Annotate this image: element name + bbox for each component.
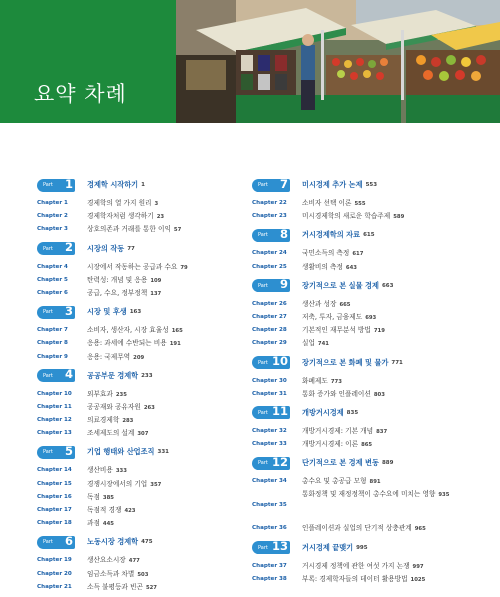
chapter-label: Chapter 4	[37, 263, 68, 270]
chapter-title-group	[302, 324, 385, 337]
chapter-title: 응용: 국제무역	[87, 352, 131, 361]
part-badge	[37, 176, 75, 192]
part-badge	[252, 454, 290, 470]
chapter-title-group	[302, 573, 425, 586]
chapter-label: Chapter 1	[37, 200, 68, 206]
chapter-title-group	[302, 475, 381, 488]
chapter-title: 과점	[87, 519, 100, 528]
part-heading[interactable]	[37, 300, 237, 324]
chapter-title-group	[302, 438, 372, 451]
part-badge	[37, 303, 75, 319]
chapter-label: Chapter 28	[252, 327, 287, 334]
chapter-title: 개방거시경제: 이론	[302, 440, 359, 449]
part-badge	[37, 369, 75, 382]
part-title: 경제학 시작하기	[87, 180, 139, 189]
chapter-title: 독점적 경쟁	[87, 506, 122, 514]
title-block	[0, 0, 176, 123]
part-page-number: 889	[381, 460, 394, 467]
chapter-page-number: 965	[414, 526, 426, 533]
chapter-title: 저축, 투자, 금융제도	[302, 312, 363, 321]
chapter-title: 미시경제학의 새로운 학습주제	[302, 212, 391, 221]
part-page-number: 163	[129, 309, 142, 316]
chapter-label: Chapter 13	[37, 430, 72, 437]
chapter-label: Chapter 26	[252, 300, 287, 307]
chapter-label: Chapter 32	[252, 427, 287, 434]
chapter-label: Chapter 14	[37, 467, 72, 474]
chapter-title: 공공재와 공유자원	[87, 402, 141, 411]
part-title: 공공부문 경제학	[87, 370, 139, 380]
chapter-title-group	[302, 560, 424, 573]
part-title: 미시경제 추가 논제	[302, 180, 363, 189]
chapter-title: 인플레이션과 실업의 단기적 상충관계	[302, 524, 412, 533]
chapter-title: 임금소득과 차별	[87, 569, 135, 578]
chapter-entry[interactable]	[252, 488, 462, 522]
part-page-number: 835	[346, 409, 359, 416]
chapter-title: 상호의존과 거래를 통한 이익	[87, 225, 171, 234]
part-page-number: 233	[141, 372, 153, 379]
chapter-page-number: 333	[115, 468, 127, 475]
chapter-label: Chapter 15	[37, 480, 72, 487]
chapter-title: 통화정책 및 재정정책이 총수요에 미치는 영향	[302, 490, 436, 499]
chapter-entry[interactable]	[37, 337, 237, 350]
chapter-title: 응용: 과세에 수반되는 비용	[87, 339, 167, 348]
chapter-title: 외부효과	[87, 389, 113, 398]
chapter-title: 생산과 성장	[302, 299, 337, 308]
chapter-entry[interactable]	[37, 568, 237, 581]
part-word: Part	[258, 544, 268, 551]
part-title: 거시경제학의 자료	[302, 230, 361, 240]
chapter-title: 소비자 선택 이론	[302, 199, 352, 207]
chapter-label: Chapter 16	[37, 493, 72, 500]
chapter-page-number: 1025	[410, 576, 426, 583]
chapter-page-number: 23	[156, 214, 165, 221]
chapter-title: 생산요소시장	[87, 556, 126, 565]
part-page-number: 771	[391, 359, 403, 366]
chapter-title-group	[87, 517, 114, 530]
chapter-entry[interactable]	[252, 311, 462, 324]
chapter-page-number: 527	[145, 584, 157, 591]
chapter-title-group	[87, 554, 140, 567]
chapter-title-group	[87, 210, 164, 223]
part-title: 노동시장 경제학	[87, 537, 139, 547]
chapter-label: Chapter 8	[37, 340, 68, 347]
chapter-title-group	[302, 311, 376, 324]
chapter-title-group	[87, 581, 157, 594]
chapter-label: Chapter 5	[37, 276, 68, 283]
chapter-label: Chapter 17	[37, 507, 72, 513]
part-badge	[252, 356, 290, 369]
chapter-title: 소비자, 생산자, 시장 효율성	[87, 326, 169, 335]
chapter-entry[interactable]	[252, 425, 462, 438]
chapter-title-group	[87, 324, 183, 337]
chapter-title: 경쟁시장에서의 기업	[87, 479, 148, 488]
part-word: Part	[43, 309, 53, 316]
part-number: 8	[279, 226, 288, 241]
part-page-number: 663	[381, 282, 394, 289]
part-number: 12	[271, 454, 288, 469]
part-number: 3	[64, 303, 73, 318]
part-badge	[252, 406, 290, 419]
chapter-title: 경제학자처럼 생각하기	[87, 212, 154, 221]
chapter-entry[interactable]	[252, 261, 462, 274]
part-heading[interactable]	[37, 530, 237, 554]
part-heading[interactable]	[252, 451, 462, 475]
chapter-title-group	[87, 261, 188, 274]
chapter-title: 생산비용	[87, 466, 113, 475]
chapter-title-group	[302, 197, 366, 210]
part-heading[interactable]	[252, 173, 462, 197]
part-page-number: 553	[365, 182, 378, 188]
header	[0, 0, 500, 123]
chapter-title-group	[302, 375, 342, 388]
part-heading[interactable]	[252, 401, 462, 425]
chapter-entry[interactable]	[37, 223, 237, 236]
chapter-page-number: 235	[115, 391, 127, 398]
chapter-page-number: 165	[171, 328, 183, 335]
chapter-title-group	[302, 210, 404, 223]
chapter-page-number: 137	[150, 290, 162, 297]
chapter-title-group	[87, 504, 136, 517]
part-title: 장기적으로 본 실물 경제	[302, 280, 379, 290]
part-word: Part	[43, 245, 53, 252]
chapter-label: Chapter 33	[252, 441, 287, 448]
market-stall-image	[176, 0, 500, 123]
chapter-entry[interactable]	[37, 581, 237, 594]
chapter-title-group	[87, 568, 148, 581]
chapter-entry[interactable]	[37, 427, 237, 440]
chapter-entry[interactable]	[252, 475, 462, 488]
chapter-title-group	[87, 351, 144, 364]
chapter-page-number: 935	[438, 492, 450, 499]
part-number: 5	[64, 443, 73, 458]
chapter-title-group	[302, 388, 385, 401]
chapter-label: Chapter 35	[252, 502, 287, 509]
chapter-page-number: 191	[169, 341, 181, 348]
part-badge	[37, 443, 75, 459]
chapter-page-number: 555	[354, 201, 366, 207]
chapter-page-number: 57	[173, 227, 182, 234]
chapter-label: Chapter 6	[37, 289, 68, 296]
chapter-entry[interactable]	[37, 491, 237, 504]
chapter-title-group	[87, 287, 161, 300]
part-page-number: 1	[141, 182, 145, 188]
part-word: Part	[43, 182, 53, 188]
chapter-label: Chapter 2	[37, 213, 68, 220]
part-number: 10	[271, 354, 288, 368]
chapter-title: 탄력성: 개념 및 응용	[87, 275, 148, 284]
chapter-entry[interactable]	[252, 573, 462, 586]
page-title: 요약 차례	[34, 82, 127, 106]
chapter-title: 개방거시경제: 기본 개념	[302, 426, 374, 435]
chapter-page-number: 79	[180, 264, 188, 271]
chapter-title: 독점	[87, 492, 100, 501]
part-number: 6	[64, 533, 73, 548]
chapter-label: Chapter 9	[37, 353, 68, 360]
chapter-title-group	[302, 298, 351, 311]
chapter-title: 시장에서 작동하는 공급과 수요	[87, 262, 178, 271]
part-number: 11	[271, 404, 288, 419]
chapter-entry[interactable]	[252, 210, 462, 223]
part-title: 개방거시경제	[302, 407, 344, 417]
chapter-page-number: 643	[345, 264, 357, 271]
chapter-entry[interactable]	[37, 517, 237, 530]
chapter-page-number: 693	[365, 314, 377, 321]
part-word: Part	[258, 409, 268, 416]
chapter-entry[interactable]	[37, 274, 237, 287]
chapter-entry[interactable]	[252, 324, 462, 337]
chapter-page-number: 865	[361, 442, 373, 449]
chapter-entry[interactable]	[252, 298, 462, 311]
toc-column-left	[37, 173, 237, 594]
chapter-title: 부록: 경제학자들의 데이터 활용방법	[302, 574, 408, 583]
chapter-page-number: 891	[369, 479, 381, 486]
chapter-title: 생활비의 측정	[302, 262, 343, 271]
chapter-page-number: 263	[143, 404, 155, 411]
chapter-page-number: 719	[373, 328, 385, 335]
chapter-entry[interactable]	[37, 261, 237, 274]
part-heading[interactable]	[252, 351, 462, 375]
chapter-title-group	[87, 464, 127, 477]
part-number: 2	[64, 240, 73, 255]
chapter-page-number: 477	[128, 558, 140, 565]
part-badge	[252, 226, 290, 242]
part-word: Part	[258, 232, 268, 239]
chapter-title-group	[302, 522, 426, 535]
chapter-entry[interactable]	[252, 375, 462, 388]
chapter-label: Chapter 19	[37, 557, 72, 564]
chapter-title: 거시경제 정책에 관한 여섯 가지 논쟁	[302, 561, 410, 570]
part-badge	[37, 242, 75, 255]
part-page-number: 995	[356, 544, 368, 551]
chapter-title-group	[87, 414, 133, 427]
part-number: 7	[279, 176, 288, 191]
chapter-label: Chapter 7	[37, 327, 68, 334]
part-heading[interactable]	[37, 364, 237, 388]
chapter-title-group	[87, 427, 148, 440]
chapter-page-number: 209	[133, 354, 145, 361]
chapter-label: Chapter 12	[37, 417, 72, 424]
chapter-page-number: 307	[137, 431, 149, 438]
part-page-number: 615	[363, 232, 375, 239]
chapter-label: Chapter 31	[252, 390, 287, 397]
chapter-page-number: 423	[124, 508, 136, 514]
market-photo	[176, 0, 500, 123]
toc-column-right	[252, 173, 462, 586]
chapter-entry[interactable]	[252, 337, 462, 350]
chapter-label: Chapter 3	[37, 226, 68, 233]
part-heading[interactable]	[252, 536, 462, 560]
chapter-title-group	[87, 478, 161, 491]
chapter-label: Chapter 38	[252, 575, 287, 582]
chapter-page-number: 741	[317, 341, 329, 348]
part-word: Part	[258, 359, 268, 366]
chapter-title: 총수요 및 총공급 모형	[302, 477, 367, 486]
chapter-page-number: 445	[102, 521, 114, 528]
chapter-title-group	[302, 247, 363, 260]
chapter-label: Chapter 18	[37, 520, 72, 527]
part-badge	[252, 541, 290, 554]
part-number: 4	[64, 367, 73, 382]
chapter-title: 조세제도의 설계	[87, 429, 135, 438]
chapter-title: 소득 불평등과 빈곤	[87, 582, 143, 591]
chapter-entry[interactable]	[37, 197, 237, 210]
chapter-label: Chapter 22	[252, 200, 287, 206]
chapter-title-group	[87, 491, 114, 504]
chapter-page-number: 803	[373, 391, 385, 398]
part-page-number: 77	[127, 245, 135, 252]
chapter-page-number: 385	[102, 494, 114, 501]
part-badge	[37, 533, 75, 549]
part-number: 1	[64, 176, 73, 191]
chapter-title: 실업	[302, 339, 315, 348]
chapter-entry[interactable]	[37, 464, 237, 477]
chapter-label: Chapter 23	[252, 213, 287, 220]
part-title: 단기적으로 본 경제 변동	[302, 458, 379, 468]
chapter-title-group	[87, 388, 127, 401]
chapter-page-number: 109	[150, 277, 162, 284]
chapter-label: Chapter 37	[252, 562, 287, 569]
chapter-entry[interactable]	[252, 522, 462, 535]
chapter-entry[interactable]	[37, 504, 237, 517]
chapter-title-group	[302, 488, 452, 501]
chapter-entry[interactable]	[37, 287, 237, 300]
part-title: 시장의 작동	[87, 243, 125, 253]
part-title: 거시경제 끝맺기	[302, 542, 354, 552]
part-page-number: 475	[141, 539, 153, 546]
chapter-page-number: 773	[330, 378, 342, 385]
part-badge	[252, 279, 290, 292]
chapter-entry[interactable]	[252, 197, 462, 210]
chapter-entry[interactable]	[37, 554, 237, 567]
part-badge	[252, 176, 290, 192]
chapter-title: 기본적인 재무분석 방법	[302, 326, 371, 335]
part-word: Part	[43, 449, 53, 456]
chapter-title-group	[302, 337, 329, 350]
chapter-entry[interactable]	[37, 414, 237, 427]
part-title: 장기적으로 본 화폐 및 물가	[302, 357, 389, 367]
chapter-title-group	[87, 401, 155, 414]
chapter-entry[interactable]	[37, 401, 237, 414]
chapter-title: 공급, 수요, 정부정책	[87, 288, 148, 297]
part-heading[interactable]	[37, 173, 237, 197]
chapter-title: 통화 증가와 인플레이션	[302, 389, 371, 398]
part-word: Part	[258, 182, 268, 188]
chapter-title-group	[302, 425, 387, 438]
part-heading[interactable]	[37, 440, 237, 464]
chapter-title: 화폐제도	[302, 376, 328, 385]
chapter-title-group	[87, 337, 181, 350]
chapter-label: Chapter 27	[252, 313, 287, 320]
chapter-entry[interactable]	[37, 324, 237, 337]
part-page-number: 331	[157, 449, 169, 456]
part-word: Part	[43, 372, 53, 379]
part-heading[interactable]	[252, 274, 462, 298]
chapter-title: 경제학의 열 가지 원리	[87, 199, 152, 207]
chapter-label: Chapter 21	[37, 583, 72, 590]
chapter-entry[interactable]	[37, 388, 237, 401]
chapter-label: Chapter 10	[37, 390, 72, 397]
part-word: Part	[258, 460, 268, 467]
chapter-title: 국민소득의 측정	[302, 249, 350, 258]
chapter-page-number: 617	[352, 251, 364, 258]
part-title: 시장 및 후생	[87, 307, 127, 317]
chapter-title-group	[87, 223, 181, 236]
part-title: 기업 행태와 산업조직	[87, 447, 155, 457]
chapter-page-number: 283	[122, 418, 134, 425]
chapter-page-number: 589	[393, 214, 405, 221]
chapter-entry[interactable]	[252, 388, 462, 401]
chapter-label: Chapter 34	[252, 478, 287, 485]
part-word: Part	[258, 282, 268, 289]
chapter-page-number: 503	[137, 571, 149, 578]
chapter-title: 의료경제학	[87, 416, 120, 425]
part-heading[interactable]	[37, 237, 237, 261]
chapter-page-number: 3	[154, 201, 159, 207]
chapter-label: Chapter 24	[252, 250, 287, 257]
chapter-label: Chapter 25	[252, 263, 287, 270]
part-number: 9	[279, 277, 288, 292]
chapter-entry[interactable]	[252, 247, 462, 260]
part-heading[interactable]	[252, 223, 462, 247]
chapter-page-number: 997	[412, 563, 424, 570]
chapter-entry[interactable]	[37, 478, 237, 491]
chapter-title-group	[87, 274, 161, 287]
chapter-label: Chapter 20	[37, 570, 72, 577]
chapter-label: Chapter 36	[252, 525, 287, 532]
part-number: 13	[271, 539, 288, 554]
chapter-page-number: 665	[339, 301, 351, 308]
chapter-title-group	[87, 197, 158, 210]
chapter-entry[interactable]	[252, 438, 462, 451]
chapter-entry[interactable]	[252, 560, 462, 573]
chapter-label: Chapter 11	[37, 403, 72, 410]
chapter-label: Chapter 30	[252, 377, 287, 384]
chapter-title-group	[302, 261, 357, 274]
chapter-page-number: 357	[150, 481, 162, 488]
chapter-entry[interactable]	[37, 351, 237, 364]
chapter-label: Chapter 29	[252, 340, 287, 347]
part-word: Part	[43, 539, 53, 546]
chapter-entry[interactable]	[37, 210, 237, 223]
chapter-page-number: 837	[376, 428, 388, 435]
